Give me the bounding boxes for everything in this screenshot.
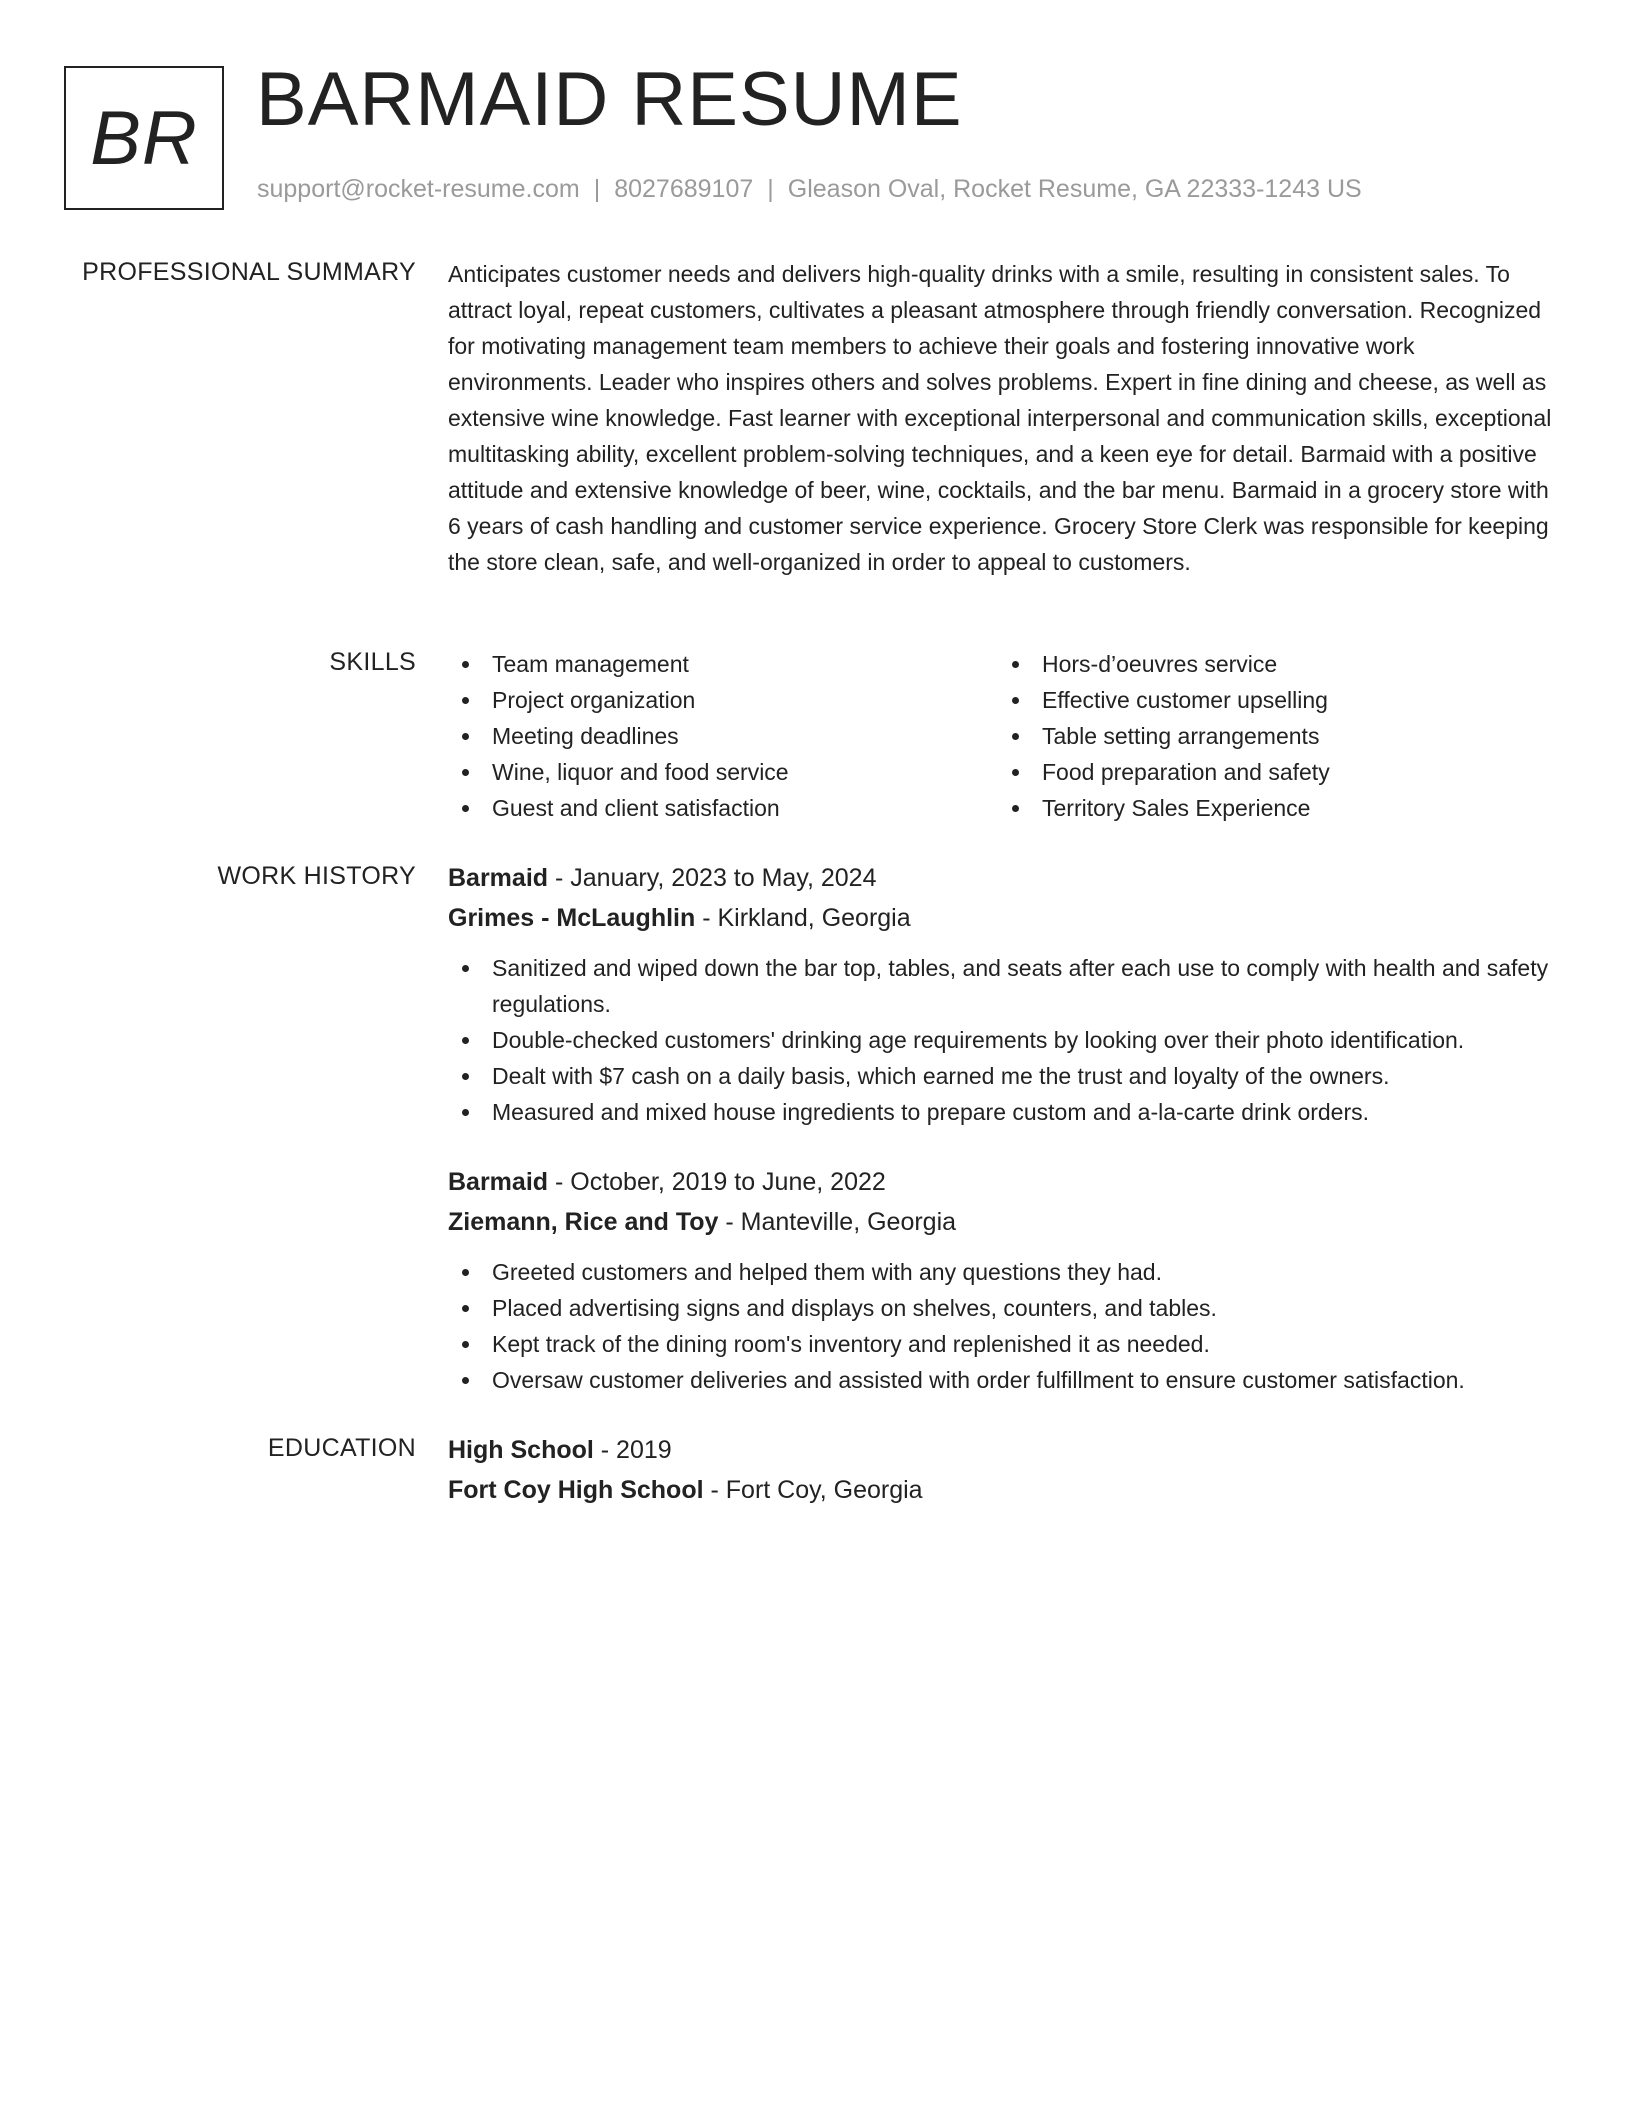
job-location: - Kirkland, Georgia — [695, 904, 911, 932]
job-company: Grimes - McLaughlin — [448, 904, 696, 932]
job-bullet: Greeted customers and helped them with any questions they had. — [448, 1254, 1560, 1290]
resume-title: BARMAID RESUME — [256, 57, 963, 142]
job-bullet: Kept track of the dining room's inventory and replenished it as needed. — [448, 1326, 1560, 1362]
skill-item: Table setting arrangements — [998, 718, 1548, 754]
job-company: Ziemann, Rice and Toy — [448, 1208, 719, 1236]
skills-list-left — [448, 646, 998, 826]
job-bullet: Dealt with $7 cash on a daily basis, which earned me the trust and loyalty of the owners. — [448, 1058, 1560, 1094]
job-bullet: Double-checked customers' drinking age requirements by looking over their photo identification. — [448, 1022, 1560, 1058]
contact-address: Gleason Oval, Rocket Resume, GA 22333-1243 US — [787, 175, 1362, 203]
education-year: - 2019 — [593, 1436, 672, 1464]
contact-line — [257, 175, 1362, 204]
education-body — [448, 1430, 1560, 1510]
skill-item: Meeting deadlines — [448, 718, 998, 754]
job-entry — [448, 1162, 1560, 1398]
work-history-body — [448, 858, 1560, 1393]
job-bullet: Sanitized and wiped down the bar top, tables, and seats after each use to comply with health and safety regulations. — [448, 950, 1560, 1022]
monogram-badge — [64, 66, 224, 210]
skill-item: Project organization — [448, 682, 998, 718]
education-school-line — [448, 1470, 1560, 1510]
job-title-line — [448, 1162, 1560, 1202]
contact-email[interactable]: support@rocket-resume.com — [257, 175, 580, 203]
skills-body — [448, 646, 1560, 826]
job-entry — [448, 858, 1560, 1130]
contact-separator: | — [593, 175, 601, 203]
skill-item: Wine, liquor and food service — [448, 754, 998, 790]
job-bullet: Oversaw customer deliveries and assisted with order fulfillment to ensure customer satisfaction. — [448, 1362, 1560, 1398]
job-bullets — [448, 1254, 1560, 1398]
job-title: Barmaid — [448, 1168, 549, 1196]
job-bullet: Measured and mixed house ingredients to prepare custom and a-la-carte drink orders. — [448, 1094, 1560, 1130]
section-heading: PROFESSIONAL SUMMARY — [82, 258, 416, 286]
job-dates: - January, 2023 to May, 2024 — [548, 864, 877, 892]
education-degree: High School — [448, 1436, 594, 1464]
contact-phone[interactable]: 8027689107 — [614, 175, 754, 203]
job-title: Barmaid — [448, 864, 549, 892]
monogram-initials: BR — [90, 95, 198, 181]
section-heading: EDUCATION — [267, 1434, 416, 1462]
job-bullets — [448, 950, 1560, 1130]
education-school: Fort Coy High School — [448, 1476, 704, 1504]
section-heading: WORK HISTORY — [217, 862, 416, 890]
job-org-line — [448, 1202, 1560, 1242]
job-dates: - October, 2019 to June, 2022 — [548, 1168, 886, 1196]
skill-item: Team management — [448, 646, 998, 682]
education-location: - Fort Coy, Georgia — [703, 1476, 923, 1504]
contact-separator: | — [767, 175, 774, 203]
skill-item: Hors-d’oeuvres service — [998, 646, 1548, 682]
section-heading: SKILLS — [329, 648, 416, 676]
job-title-line — [448, 858, 1560, 898]
skill-item: Effective customer upselling — [998, 682, 1548, 718]
job-org-line — [448, 898, 1560, 938]
skill-item: Guest and client satisfaction — [448, 790, 998, 826]
skills-list-right — [998, 646, 1548, 826]
education-degree-line — [448, 1430, 1560, 1470]
job-bullet: Placed advertising signs and displays on shelves, counters, and tables. — [448, 1290, 1560, 1326]
summary-text: Anticipates customer needs and delivers high-quality drinks with a smile, resulting in consistent sales. To attract loyal, repeat customers, cultivates a pleasant atmosphere through friendly conversation. Recognized for motivating management team members to achieve their goals and fostering innovative work environments. Leader who inspires others and solves problems. Expert in fine dining and cheese, as well as extensive wine knowledge. Fast learner with exceptional interpersonal and communication skills, exceptional multitasking ability, excellent problem-solving techniques, and a keen eye for detail. Barmaid with a positive attitude and extensive knowledge of beer, wine, cocktails, and the bar menu. Barmaid in a grocery store with 6 years of cash handling and customer service experience. Grocery Store Clerk was responsible for keeping the store clean, safe, and well-organized in order to appeal to customers. — [448, 261, 1552, 575]
job-location: - Manteville, Georgia — [718, 1208, 957, 1236]
summary-body — [448, 256, 1560, 580]
skill-item: Territory Sales Experience — [998, 790, 1548, 826]
skill-item: Food preparation and safety — [998, 754, 1548, 790]
